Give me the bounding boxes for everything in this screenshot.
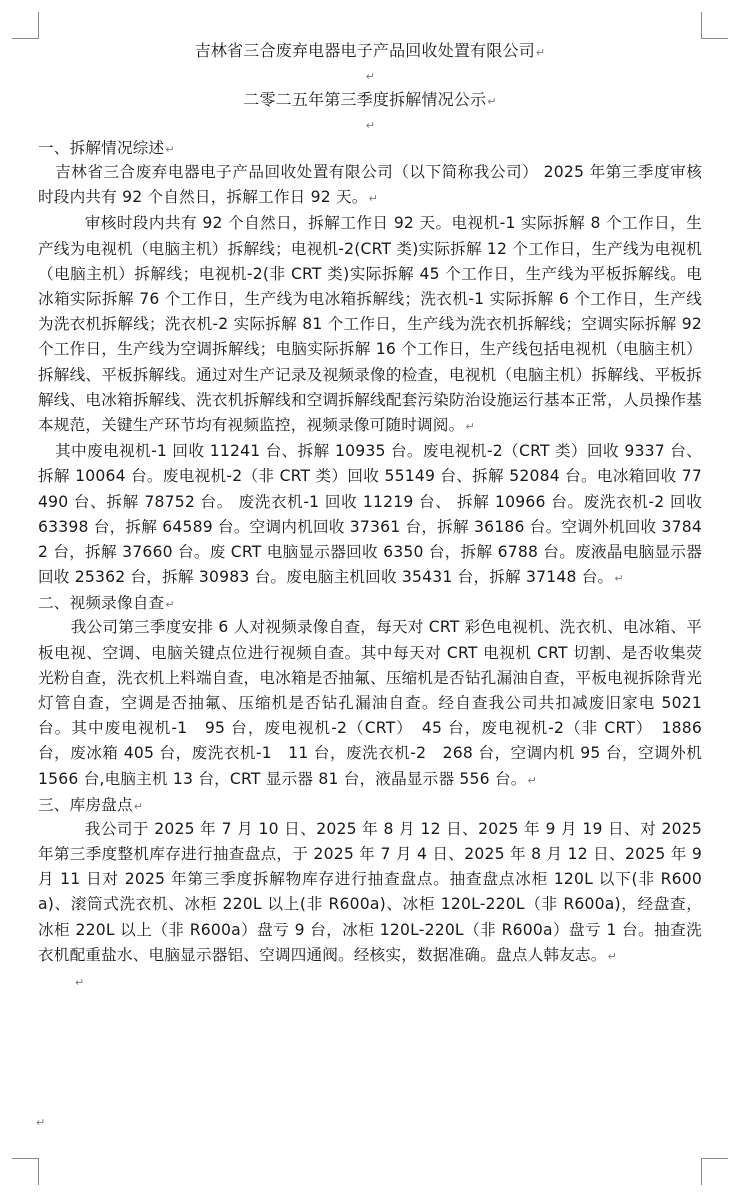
paragraph-mark-icon: ↵ [165,143,175,156]
document-subtitle [38,87,702,113]
section-heading-text: 二、视频录像自查 [38,594,165,613]
blank-line [38,64,702,87]
paragraph-mark-icon: ↵ [465,420,475,434]
crop-mark-top-left [12,12,39,39]
paragraph-mark-icon: ↵ [165,598,175,612]
paragraph-mark-icon: ↵ [75,976,85,990]
paragraph-text: 吉林省三合废弃电器电子产品回收处置有限公司（以下简称我公司） 2025 年第三季度审核时段内共有 92 个自然日，拆解工作日 92 天。 [38,163,702,207]
paragraph [38,439,702,591]
paragraph-text: 审核时段内共有 92 个自然日，拆解工作日 92 天。电视机-1 实际拆解 8 个工作日，生产线为电视机（电脑主机）拆解线；电视机-2(CRT 类)实际拆解 12 个工作日，生产线为电视机（电脑主机）拆解线；电视机-2(非 CRT 类)实际拆解 45 个工作日，生产线为平板拆解线。电冰箱实际拆解 76 个工作日，生产线为电冰箱拆解线；洗衣机-1 实际拆解 6 个工作日，生产线为洗衣机拆解线；洗衣机-2 实际拆解 81 个工作日，生产线为洗衣机拆解线；空调实际拆解 92 个工作日，生产线为空调拆解线；电脑实际拆解 16 个工作日，生产线包括电视机（电脑主机）拆解线、平板拆解线。通过对生产记录及视频录像的检查，电视机（电脑主机）拆解线、平板拆解线、电冰箱拆解线、洗衣机拆解线和空调拆解线配套污染防治设施运行基本正常，人员操作基本规范，关键生产环节均有视频监控，视频录像可随时调阅。 [38,214,702,435]
paragraph-text: 我公司第三季度安排 6 人对视频录像自查，每天对 CRT 彩色电视机、洗衣机、电冰箱、平板电视、空调、电脑关键点位进行视频自查。其中每天对 CRT 电视机 CRT 切割、是否收集荧光粉自查，洗衣机上料端自查，电冰箱是否抽氟、压缩机是否钻孔漏油自查，平板电视拆除背光灯管自查，空调是否抽氟、压缩机是否钻孔漏油自查。经自查我公司共扣减废旧家电 5021 台。其中废电视机-1 95 台，废电视机-2（CRT） 45 台，废电视机-2（非 CRT） 1886 台，废冰箱 405 台，废洗衣机-1 11 台，废洗衣机-2 268 台，空调内机 95 台，空调外机 1566 台,电脑主机 13 台，CRT 显示器 81 台，液晶显示器 556 台。 [38,618,702,788]
paragraph-mark-icon: ↵ [535,46,546,59]
paragraph-mark-icon: ↵ [36,1116,46,1129]
company-title [38,38,702,64]
company-title-text: 吉林省三合废弃电器电子产品回收处置有限公司 [194,41,535,60]
section-heading-text: 三、库房盘点 [38,795,133,814]
paragraph [38,160,702,211]
crop-mark-bottom-right [701,1158,728,1185]
crop-mark-top-right [701,12,728,39]
crop-mark-bottom-left [12,1158,39,1185]
paragraph-mark-icon: ↵ [527,773,537,787]
blank-line [38,969,702,993]
paragraph-mark-icon: ↵ [607,949,617,963]
blank-line [38,113,702,136]
section-heading-inventory [38,793,702,817]
paragraph-mark-icon: ↵ [614,572,624,586]
document-subtitle-text: 二零二五年第三季度拆解情况公示 [243,90,487,109]
paragraph [38,615,702,792]
paragraph [38,211,702,439]
section-heading-video-check [38,591,702,615]
paragraph-mark-icon: ↵ [487,95,497,108]
paragraph-text: 我公司于 2025 年 7 月 10 日、2025 年 8 月 12 日、2025 年 9 月 19 日、对 2025 年第三季度整机库存进行抽查盘点，于 2025 年 7 月 4 日、2025 年 8 月 12 日、2025 年 9 月 11 日对 2025 年第三季度拆解物库存进行抽查盘点。抽查盘点冰柜 120L 以下(非 R600a)、滚筒式洗衣机、冰柜 220L 以上(非 R600a)、冰柜 120L-220L（非 R600a)，经盘查，冰柜 220L 以上（非 R600a）盘亏 9 台，冰柜 120L-220L（非 R600a）盘亏 1 台。抽查洗衣机配重盐水、电脑显示器铝、空调四通阀。经核实，数据准确。盘点人韩友志。 [38,819,702,964]
paragraph [38,817,702,969]
paragraph-mark-icon: ↵ [365,70,376,83]
paragraph-mark-icon: ↵ [133,799,144,813]
document-body[interactable] [38,38,702,993]
paragraph-text: 其中废电视机-1 回收 11241 台、拆解 10935 台。废电视机-2（CRT 类）回收 9337 台、拆解 10064 台。废电视机-2（非 CRT 类）回收 55149 台、拆解 52084 台。电冰箱回收 77490 台、拆解 78752 台。 废洗衣机-1 回收 11219 台、 拆解 10966 台。废洗衣机-2 回收 63398 台，拆解 64589 台。空调内机回收 37361 台，拆解 36186 台。空调外机回收 37842 台，拆解 37660 台。废 CRT 电脑显示器回收 6350 台，拆解 6788 台。废液晶电脑显示器回收 25362 台，拆解 30983 台。废电脑主机回收 35431 台，拆解 37148 台。 [38,442,702,587]
paragraph-mark-icon: ↵ [365,119,376,132]
section-heading-text: 一、拆解情况综述 [38,139,165,157]
section-heading-overview [38,136,702,160]
paragraph-mark-icon: ↵ [368,192,379,206]
